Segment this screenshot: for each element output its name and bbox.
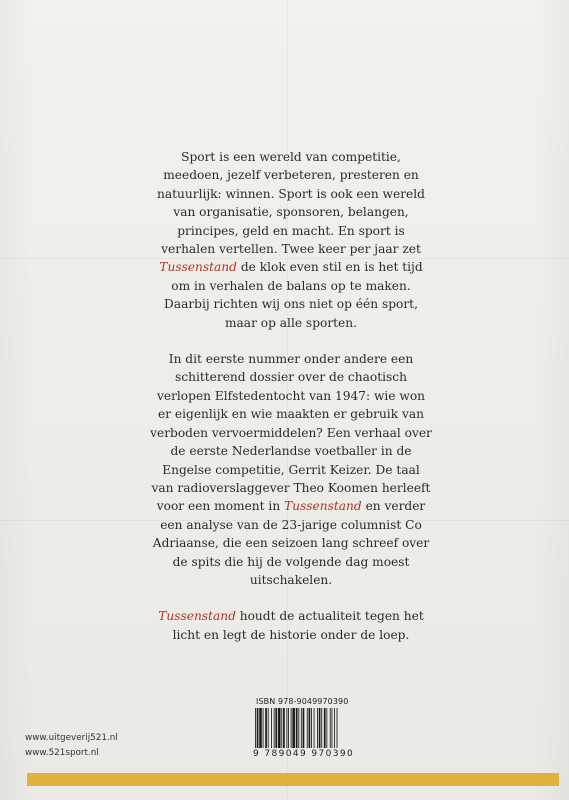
back-cover-blurb (150, 148, 432, 662)
blurb-paragraph-2 (150, 350, 432, 589)
barcode-image (253, 708, 367, 748)
magazine-title: Tussenstand (284, 499, 362, 514)
blurb-text: houdt de actualiteit tegen het licht en legt de historie onder de loep. (172, 609, 424, 642)
magazine-title: Tussenstand (159, 260, 237, 275)
isbn-label: ISBN 978-9049970390 (256, 697, 349, 706)
publisher-url: www.uitgeverij521.nl (25, 733, 118, 743)
blurb-paragraph-3 (150, 607, 432, 644)
magazine-title: Tussenstand (158, 609, 236, 624)
sport-url: www.521sport.nl (25, 747, 99, 758)
blurb-text: en verder een analyse van de 23-jarige columnist Co Adriaanse, die een seizoen lang schreef over de spits die hij de volgende dag moest uitschakelen. (152, 499, 430, 587)
blurb-text: In dit eerste nummer onder andere een schitterend dossier over de chaotisch verlopen Elfstedentocht van 1947: wie won er eigenlijk en wie maakten er gebruik van verboden vervoermiddelen? Een verhaal over de eerste Nederlandse voetballer in de Engelse competitie, Gerrit Keizer. De taal van radioverslaggever Theo Koomen herleeft voor een moment in (150, 352, 432, 514)
isbn-digits: 9 789049 970390 (253, 749, 355, 759)
publisher-urls (25, 731, 118, 760)
blurb-text: de klok even stil en is het tijd om in verhalen de balans op te maken. Daarbij richten wij ons niet op één sport, maar op alle sporten. (164, 260, 423, 330)
blurb-paragraph-1 (150, 148, 432, 332)
blurb-text: Sport is een wereld van competitie, meedoen, jezelf verbeteren, presteren en natuurlijk: winnen. Sport is ook een wereld van organisatie, sponsoren, belangen, principes, geld en macht. En sport is verhalen vertellen. Twee keer per jaar zet (157, 150, 425, 257)
bottom-color-bar (27, 773, 559, 786)
